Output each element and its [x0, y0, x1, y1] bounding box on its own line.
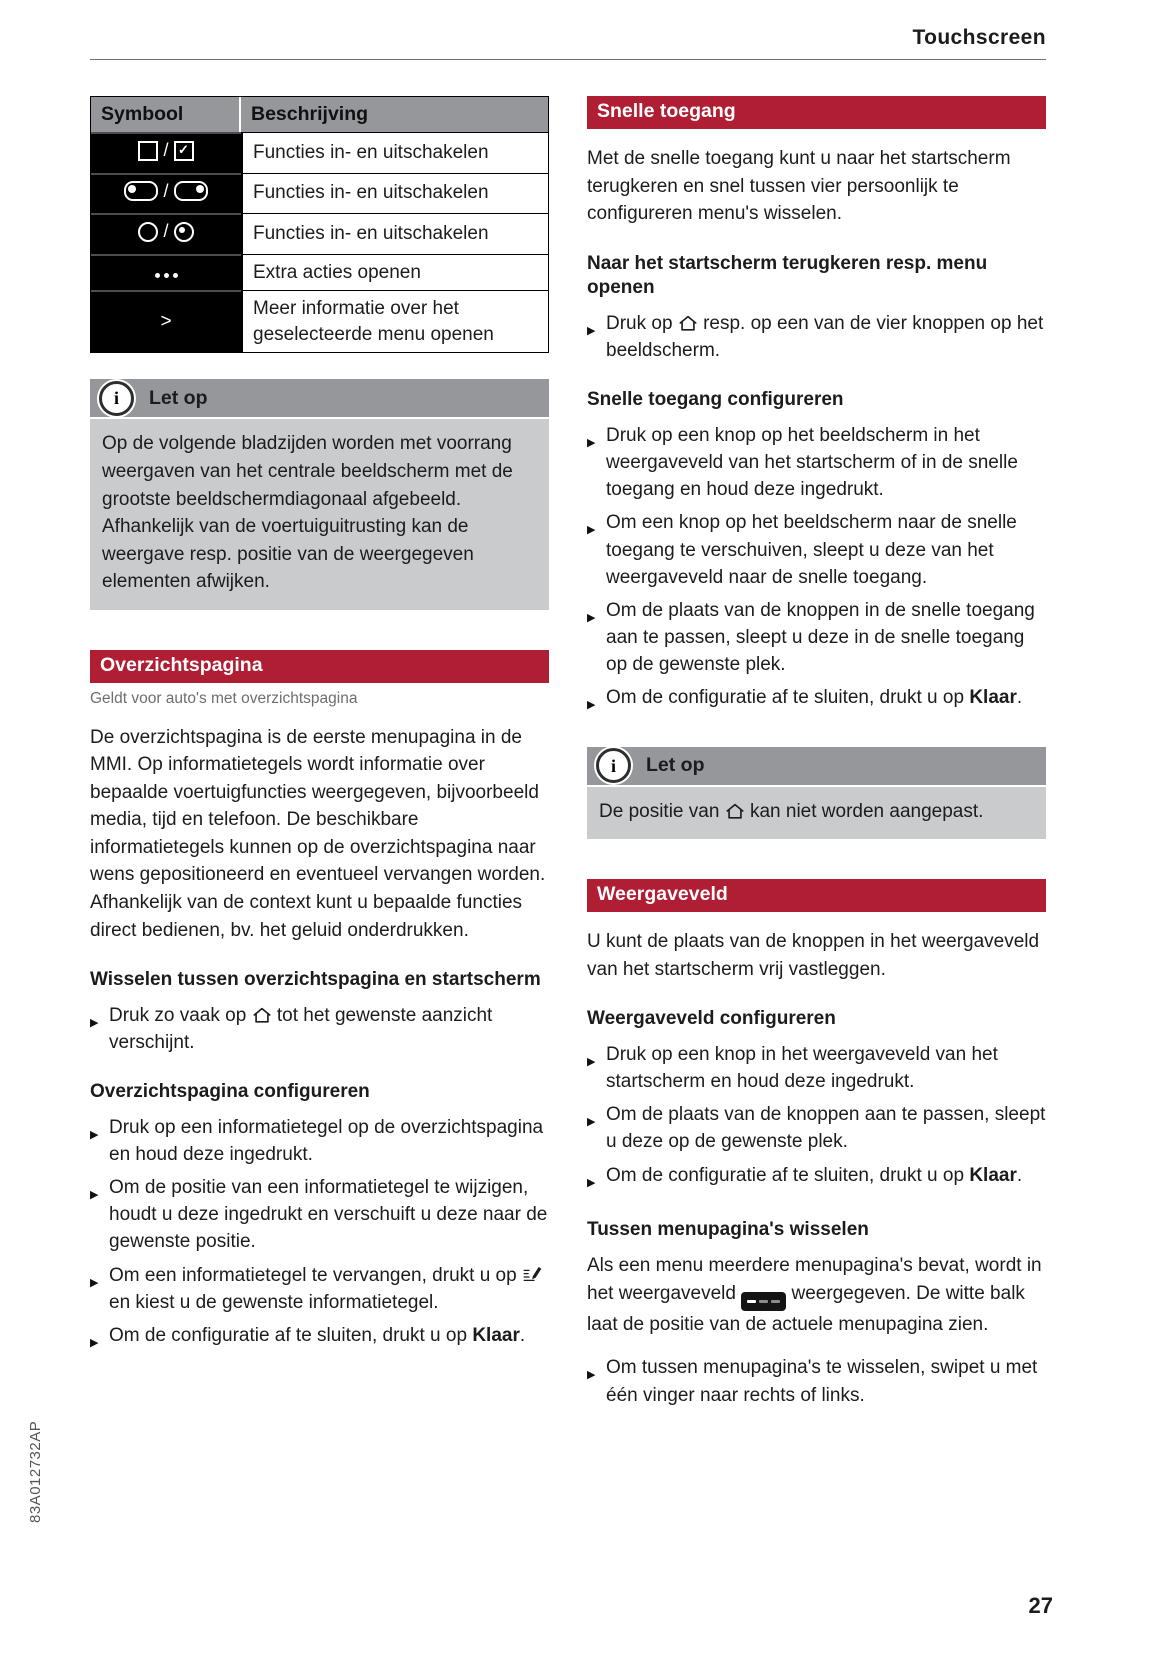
chevron-right-icon [160, 311, 171, 333]
home-icon [252, 1006, 272, 1024]
paragraph [587, 1252, 1046, 1338]
bullet-item [587, 1162, 1046, 1194]
edit-icon [522, 1265, 542, 1284]
bullet-arrow-icon [587, 1041, 606, 1095]
bullet-arrow-icon [90, 1322, 109, 1354]
header-divider [90, 59, 1046, 60]
radio-unselected-icon [138, 222, 158, 242]
bullet-text: Om de plaats van de knoppen in de snelle toegang aan te passen, sleept u deze in de snelle toegang op de gewenste plek. [606, 599, 1035, 676]
info-icon [596, 748, 631, 783]
left-column [90, 96, 549, 1354]
description-column-header: Beschrijving [241, 97, 548, 132]
bullet-text: Om de configuratie af te sluiten, drukt u op [606, 1164, 965, 1186]
checkbox-checked-icon [174, 141, 194, 161]
bullet-arrow-icon [90, 1114, 109, 1168]
info-icon [99, 381, 134, 416]
bullet-arrow-icon [587, 422, 606, 503]
bullet-item [587, 310, 1046, 364]
bullet-text: Druk op een informatietegel op de overzichtspagina en houd deze ingedrukt. [109, 1116, 544, 1165]
bullet-text: en kiest u de gewenste informatietegel. [109, 1291, 439, 1313]
applicability-note: Geldt voor auto's met overzichtspagina [90, 689, 358, 707]
table-row [91, 290, 548, 352]
document-code: 83A012732AP [27, 1420, 44, 1523]
section-header-overzichtspagina: Overzichtspagina [90, 650, 549, 683]
paragraph-text: weergegeven. De witte balk laat de positie van de actuele menupagina zien. [587, 1282, 1025, 1335]
bullet-item [587, 422, 1046, 503]
right-column [587, 96, 1046, 1409]
paragraph: De overzichtspagina is de eerste menupagina in de MMI. Op informatietegels wordt informatie over bepaalde voertuigfuncties weergegeven, bijvoorbeeld media, tijd en telefoon. De beschikbare informatietegels kunnen op de overzichtspagina naar wens gepositioneerd en eventueel vervangen worden. Afhankelijk van de context kunt u bepaalde functies direct bedienen, bv. het geluid onderdrukken. [90, 726, 546, 941]
note-title: Let op [646, 754, 705, 777]
symbol-description: Functies in- en uitschakelen [241, 213, 548, 254]
symbol-separator: / [163, 140, 169, 160]
page-title: Touchscreen [912, 26, 1046, 49]
bullet-arrow-icon [90, 1174, 109, 1255]
button-label-klaar: Klaar [969, 687, 1017, 709]
bullet-arrow-icon [587, 1162, 606, 1194]
note-box [587, 747, 1046, 840]
bullet-text: Druk op een knop in het weergaveveld van het startscherm en houd deze ingedrukt. [606, 1043, 998, 1093]
note-body [587, 787, 1046, 840]
bullet-arrow-icon [587, 509, 606, 590]
page-number: 27 [1028, 1593, 1053, 1618]
note-text: De positie van [599, 800, 720, 822]
bullet-text: . [1016, 687, 1023, 709]
bullet-text: Druk zo vaak op [109, 1004, 247, 1026]
symbol-table [90, 96, 549, 353]
note-body: Op de volgende bladzijden worden met voorrang weergaven van het centrale beeldscherm met de grootste beeldschermdiagonaal afgebeeld. Afhankelijk van de voertuiguitrusting kan de weergave resp. positie van de weergegeven elementen afwijken. [90, 419, 549, 609]
bullet-item [587, 1041, 1046, 1095]
button-label-klaar: Klaar [969, 1164, 1017, 1186]
bullet-item [90, 1002, 549, 1056]
bullet-item [90, 1262, 549, 1316]
section-header-snelle-toegang: Snelle toegang [587, 96, 1046, 129]
symbol-column-header: Symbool [91, 97, 241, 132]
bullet-item [90, 1322, 549, 1354]
note-box [90, 379, 549, 609]
bullet-item [587, 1101, 1046, 1155]
bullet-text: resp. op een van de vier knoppen op het beeldscherm. [606, 313, 1044, 362]
bullet-item [90, 1114, 549, 1168]
button-label-klaar: Klaar [472, 1324, 520, 1346]
bullet-item [587, 509, 1046, 590]
bullet-item [90, 1174, 549, 1255]
paragraph-text: Als een menu meerdere menupagina's bevat, wordt in het weergaveveld [587, 1255, 1042, 1304]
more-options-icon [155, 273, 178, 278]
bullet-arrow-icon [587, 1354, 606, 1408]
bullet-arrow-icon [90, 1262, 109, 1316]
subheading: Wisselen tussen overzichtspagina en startscherm [90, 969, 541, 991]
bullet-text: . [519, 1324, 526, 1346]
checkbox-unchecked-icon [138, 141, 158, 161]
subheading: Overzichtspagina configureren [90, 1081, 370, 1103]
toggle-right-icon [174, 181, 208, 201]
table-row [91, 173, 548, 214]
symbol-description: Functies in- en uitschakelen [241, 173, 548, 214]
section-header-weergaveveld: Weergaveveld [587, 879, 1046, 912]
bullet-text: Om een informatietegel te vervangen, drukt u op [109, 1264, 517, 1286]
symbol-description: Meer informatie over het geselecteerde menu openen [241, 290, 548, 352]
paragraph: U kunt de plaats van de knoppen in het weergaveveld van het startscherm vrij vastleggen. [587, 931, 1040, 980]
bullet-text: Druk op [606, 313, 673, 335]
symbol-separator: / [163, 180, 169, 201]
radio-selected-icon [174, 222, 194, 242]
subheading: Weergaveveld configureren [587, 1008, 836, 1030]
bullet-text: Om de plaats van de knoppen aan te passen, sleept u deze op de gewenste plek. [606, 1104, 1046, 1153]
bullet-text: Om de configuratie af te sluiten, drukt u op [606, 687, 965, 709]
subheading: Naar het startscherm terugkeren resp. menu openen [587, 252, 988, 299]
note-title: Let op [149, 386, 208, 409]
home-icon [725, 802, 745, 820]
bullet-arrow-icon [587, 1101, 606, 1155]
bullet-text: . [1016, 1164, 1023, 1186]
paragraph: Met de snelle toegang kunt u naar het startscherm terugkeren en snel tussen vier persoonlijk te configureren menu's wisselen. [587, 148, 1011, 225]
symbol-description: Extra acties openen [241, 254, 548, 291]
subheading: Snelle toegang configureren [587, 389, 844, 411]
table-row [91, 254, 548, 291]
bullet-item [587, 684, 1046, 716]
note-text: kan niet worden aangepast. [749, 800, 984, 822]
bullet-item [587, 1354, 1046, 1408]
bullet-text: tot het gewenste aanzicht verschijnt. [109, 1004, 493, 1053]
bullet-text: Om de positie van een informatietegel te wijzigen, houdt u deze ingedrukt en verschuift u deze naar de gewenste positie. [109, 1177, 548, 1253]
bullet-item [587, 597, 1046, 678]
symbol-separator: / [163, 221, 169, 241]
bullet-arrow-icon [587, 310, 606, 364]
bullet-arrow-icon [90, 1002, 109, 1056]
bullet-arrow-icon [587, 684, 606, 716]
bullet-text: Druk op een knop op het beeldscherm in het weergaveveld van het startscherm of in de snelle toegang en houd deze ingedrukt. [606, 425, 1018, 501]
subheading: Tussen menupagina's wisselen [587, 1218, 869, 1240]
toggle-left-icon [124, 181, 158, 201]
bullet-text: Om tussen menupagina's te wisselen, swipet u met één vinger naar rechts of links. [606, 1357, 1038, 1406]
bullet-arrow-icon [587, 597, 606, 678]
symbol-description: Functies in- en uitschakelen [241, 132, 548, 173]
home-icon [678, 314, 698, 332]
bullet-text: Om een knop op het beeldscherm naar de snelle toegang te verschuiven, sleept u deze van het weergaveveld naar de snelle toegang. [606, 512, 1017, 588]
bullet-text: Om de configuratie af te sluiten, drukt u op [109, 1324, 468, 1346]
table-row [91, 213, 548, 254]
page-indicator-icon [741, 1292, 786, 1311]
table-row [91, 132, 548, 173]
